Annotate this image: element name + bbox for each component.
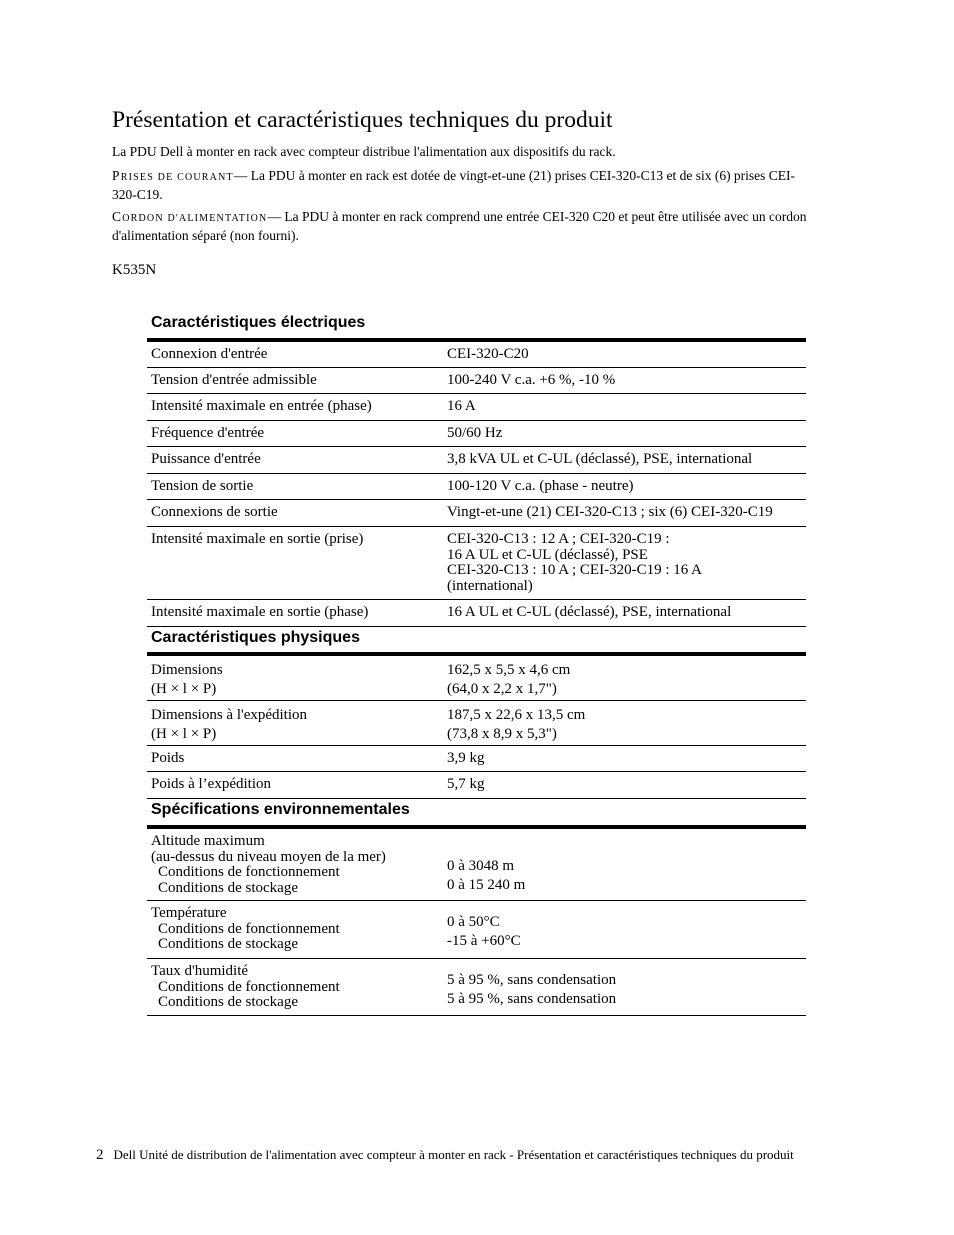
spec-value-line: 16 A UL et C-UL (déclassé), PSE [447, 546, 648, 563]
spec-value [447, 661, 802, 699]
spec-label: Poids [151, 750, 185, 766]
table-row [147, 394, 806, 421]
table-row [147, 474, 806, 500]
spec-label-line: (H × l × P) [151, 726, 217, 742]
table-row [147, 500, 806, 527]
page-footer [96, 1146, 794, 1164]
spec-label-line: Conditions de stockage [158, 879, 298, 896]
footer-text: Dell Unité de distribution de l'alimentation avec compteur à monter en rack - Présentation et caractéristiques techniques du produit [113, 1147, 794, 1162]
spec-value: 100-120 V c.a. (phase - neutre) [447, 478, 634, 494]
spec-value: 3,8 kVA UL et C-UL (déclassé), PSE, international [447, 451, 753, 467]
spec-label-line: Conditions de fonctionnement [158, 864, 340, 880]
spec-value: Vingt-et-une (21) CEI-320-C13 ; six (6) CEI-320-C19 [447, 504, 773, 520]
spec-label [151, 706, 441, 744]
spec-label-line: Taux d'humidité [151, 963, 249, 979]
spec-value-line: 0 à 50°C [447, 914, 500, 930]
spec-label-line: Conditions de fonctionnement [158, 920, 340, 937]
spec-value-line: (64,0 x 2,2 x 1,7") [447, 681, 557, 697]
power-cord-paragraph [112, 208, 812, 244]
outlets-label-rest: RISES DE COURANT [120, 172, 234, 183]
table-row [147, 342, 806, 368]
spec-label: Intensité maximale en entrée (phase) [151, 398, 372, 414]
spec-label-line: Altitude maximum [151, 833, 265, 849]
spec-value-line: 162,5 x 5,5 x 4,6 cm [447, 662, 571, 678]
spec-value-line: 187,5 x 22,6 x 13,5 cm [447, 707, 586, 723]
table-row [147, 959, 806, 1016]
outlets-label-initial: P [112, 168, 121, 183]
electrical-heading: Caractéristiques électriques [151, 314, 366, 331]
spec-value-line: (international) [447, 577, 533, 594]
spec-value-line: CEI-320-C13 : 12 A ; CEI-320-C19 : [447, 531, 670, 547]
spec-label: Tension d'entrée admissible [151, 372, 317, 388]
spec-value: 100-240 V c.a. +6 %, -10 % [447, 372, 616, 388]
spec-label [151, 834, 441, 896]
spec-label: Connexions de sortie [151, 504, 278, 520]
spec-value [447, 532, 802, 594]
spec-value-line: 5 à 95 %, sans condensation [447, 991, 617, 1007]
table-row [147, 772, 806, 799]
spec-label-line: (H × l × P) [151, 681, 217, 697]
spec-value [447, 706, 802, 744]
power-cord-label-initial: C [112, 209, 123, 224]
spec-value-line: 0 à 15 240 m [447, 877, 526, 893]
spec-value [447, 971, 802, 1009]
spec-value: CEI-320-C20 [447, 346, 529, 362]
spec-label: Fréquence d'entrée [151, 425, 265, 441]
spec-value-line: 0 à 3048 m [447, 858, 515, 874]
spec-label: Intensité maximale en sortie (phase) [151, 604, 369, 620]
outlets-label [112, 168, 234, 183]
page-title: Présentation et caractéristiques techniques du produit [112, 107, 613, 133]
table-row [147, 829, 806, 901]
spec-value-line: CEI-320-C13 : 10 A ; CEI-320-C19 : 16 A [447, 562, 702, 578]
spec-value: 5,7 kg [447, 776, 485, 792]
spec-label [151, 906, 441, 953]
spec-label: Puissance d'entrée [151, 451, 261, 467]
spec-value [447, 913, 802, 951]
spec-label-line: Dimensions [151, 662, 223, 678]
spec-label-line: Conditions de fonctionnement [158, 978, 340, 995]
table-row [147, 901, 806, 959]
spec-value: 16 A [447, 398, 476, 414]
spec-value [447, 857, 802, 895]
table-row [147, 600, 806, 627]
outlets-paragraph [112, 167, 812, 203]
table-row [147, 527, 806, 600]
spec-label [151, 661, 441, 699]
spec-value: 3,9 kg [447, 750, 485, 766]
spec-label: Connexion d'entrée [151, 346, 268, 362]
spec-label-line: Dimensions à l'expédition [151, 707, 308, 723]
power-cord-text: — La PDU à monter en rack comprend une entrée CEI-320 C20 et peut être utilisée avec un cordon d'alimentation séparé (non fourni). [112, 209, 807, 243]
spec-label-line: Température [151, 905, 227, 921]
spec-label: Intensité maximale en sortie (prise) [151, 531, 364, 547]
spec-label-line: (au-dessus du niveau moyen de la mer) [151, 848, 386, 865]
table-row [147, 368, 806, 394]
spec-label-line: Conditions de stockage [158, 994, 298, 1010]
power-cord-label-rest: ORDON D'ALIMENTATION [122, 213, 268, 224]
table-row [147, 421, 806, 447]
page-number: 2 [96, 1147, 104, 1163]
power-cord-label [112, 209, 267, 224]
model-number: K535N [112, 262, 157, 278]
spec-value: 50/60 Hz [447, 425, 503, 441]
spec-value-line: (73,8 x 8,9 x 5,3") [447, 726, 557, 742]
spec-value: 16 A UL et C-UL (déclassé), PSE, international [447, 604, 732, 620]
physical-heading: Caractéristiques physiques [151, 629, 360, 646]
spec-label [151, 964, 441, 1011]
table-row [147, 656, 806, 701]
spec-label: Poids à l’expédition [151, 776, 271, 792]
outlets-text: — La PDU à monter en rack est dotée de vingt-et-une (21) prises CEI-320-C13 et de six (6) prises CEI-320-C19. [112, 168, 796, 202]
table-row [147, 447, 806, 474]
table-row [147, 701, 806, 746]
environmental-heading: Spécifications environnementales [151, 801, 410, 818]
spec-label-line: Conditions de stockage [158, 936, 298, 952]
spec-label: Tension de sortie [151, 478, 254, 494]
table-row [147, 746, 806, 772]
spec-value-line: -15 à +60°C [447, 933, 521, 949]
intro-paragraph: La PDU Dell à monter en rack avec compteur distribue l'alimentation aux dispositifs du rack. [112, 144, 616, 159]
spec-value-line: 5 à 95 %, sans condensation [447, 972, 617, 988]
